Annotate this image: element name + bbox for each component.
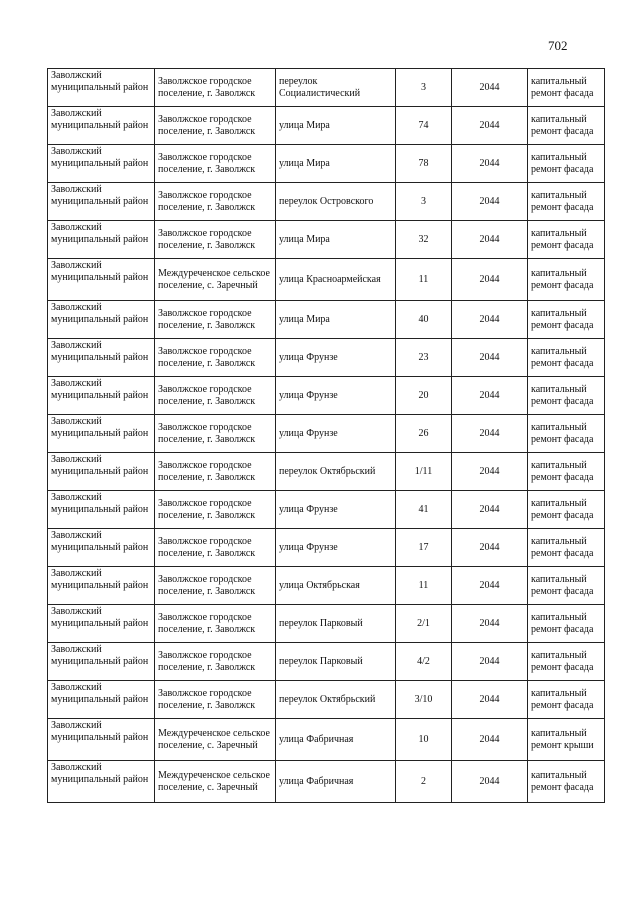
year-cell: 2044 (452, 453, 528, 491)
table-row (48, 681, 605, 719)
district-cell: Заволжский муниципальный район (48, 491, 155, 529)
year-cell: 2044 (452, 415, 528, 453)
table-row (48, 491, 605, 529)
house-number-cell: 11 (396, 259, 452, 301)
settlement-cell: Заволжское городское поселение, г. Заволжск (155, 529, 276, 567)
work-type-cell: капитальный ремонт фасада (528, 221, 605, 259)
settlement-cell: Междуреченское сельское поселение, с. Заречный (155, 259, 276, 301)
street-cell: улица Фабричная (276, 719, 396, 761)
house-number-cell: 26 (396, 415, 452, 453)
settlement-cell: Заволжское городское поселение, г. Заволжск (155, 491, 276, 529)
year-cell: 2044 (452, 183, 528, 221)
work-type-cell: капитальный ремонт фасада (528, 69, 605, 107)
table-body (48, 69, 605, 803)
house-number-cell: 41 (396, 491, 452, 529)
district-cell: Заволжский муниципальный район (48, 107, 155, 145)
work-type-cell: капитальный ремонт фасада (528, 529, 605, 567)
work-type-cell: капитальный ремонт фасада (528, 377, 605, 415)
table-row (48, 377, 605, 415)
street-cell: улица Фабричная (276, 761, 396, 803)
work-type-cell: капитальный ремонт фасада (528, 491, 605, 529)
house-number-cell: 2/1 (396, 605, 452, 643)
settlement-cell: Междуреченское сельское поселение, с. Заречный (155, 761, 276, 803)
year-cell: 2044 (452, 491, 528, 529)
street-cell: улица Мира (276, 145, 396, 183)
work-type-cell: капитальный ремонт фасада (528, 643, 605, 681)
street-cell: улица Фрунзе (276, 415, 396, 453)
work-type-cell: капитальный ремонт фасада (528, 761, 605, 803)
house-number-cell: 3 (396, 69, 452, 107)
street-cell: улица Мира (276, 107, 396, 145)
street-cell: переулок Октябрьский (276, 681, 396, 719)
table-row (48, 567, 605, 605)
year-cell: 2044 (452, 259, 528, 301)
work-type-cell: капитальный ремонт фасада (528, 259, 605, 301)
house-number-cell: 20 (396, 377, 452, 415)
repair-schedule-table (47, 68, 605, 803)
district-cell: Заволжский муниципальный район (48, 761, 155, 803)
settlement-cell: Заволжское городское поселение, г. Заволжск (155, 183, 276, 221)
street-cell: улица Фрунзе (276, 339, 396, 377)
table-row (48, 643, 605, 681)
year-cell: 2044 (452, 567, 528, 605)
house-number-cell: 3/10 (396, 681, 452, 719)
street-cell: переулок Островского (276, 183, 396, 221)
street-cell: улица Фрунзе (276, 529, 396, 567)
year-cell: 2044 (452, 605, 528, 643)
house-number-cell: 1/11 (396, 453, 452, 491)
street-cell: улица Фрунзе (276, 377, 396, 415)
district-cell: Заволжский муниципальный район (48, 221, 155, 259)
house-number-cell: 2 (396, 761, 452, 803)
settlement-cell: Междуреченское сельское поселение, с. Заречный (155, 719, 276, 761)
street-cell: переулок Октябрьский (276, 453, 396, 491)
work-type-cell: капитальный ремонт фасада (528, 605, 605, 643)
table-row (48, 145, 605, 183)
table-row (48, 415, 605, 453)
year-cell: 2044 (452, 221, 528, 259)
table-row (48, 69, 605, 107)
settlement-cell: Заволжское городское поселение, г. Заволжск (155, 567, 276, 605)
house-number-cell: 10 (396, 719, 452, 761)
year-cell: 2044 (452, 69, 528, 107)
table-row (48, 605, 605, 643)
district-cell: Заволжский муниципальный район (48, 643, 155, 681)
work-type-cell: капитальный ремонт фасада (528, 107, 605, 145)
settlement-cell: Заволжское городское поселение, г. Заволжск (155, 301, 276, 339)
year-cell: 2044 (452, 145, 528, 183)
work-type-cell: капитальный ремонт крыши (528, 719, 605, 761)
district-cell: Заволжский муниципальный район (48, 719, 155, 761)
page-number: 702 (548, 38, 568, 53)
street-cell: улица Мира (276, 301, 396, 339)
work-type-cell: капитальный ремонт фасада (528, 301, 605, 339)
house-number-cell: 11 (396, 567, 452, 605)
work-type-cell: капитальный ремонт фасада (528, 145, 605, 183)
street-cell: улица Октябрьская (276, 567, 396, 605)
settlement-cell: Заволжское городское поселение, г. Заволжск (155, 145, 276, 183)
house-number-cell: 32 (396, 221, 452, 259)
year-cell: 2044 (452, 529, 528, 567)
year-cell: 2044 (452, 719, 528, 761)
street-cell: переулок Социалистический (276, 69, 396, 107)
street-cell: переулок Парковый (276, 605, 396, 643)
table-row (48, 259, 605, 301)
district-cell: Заволжский муниципальный район (48, 69, 155, 107)
work-type-cell: капитальный ремонт фасада (528, 183, 605, 221)
work-type-cell: капитальный ремонт фасада (528, 453, 605, 491)
work-type-cell: капитальный ремонт фасада (528, 567, 605, 605)
house-number-cell: 3 (396, 183, 452, 221)
district-cell: Заволжский муниципальный район (48, 529, 155, 567)
settlement-cell: Заволжское городское поселение, г. Заволжск (155, 453, 276, 491)
street-cell: улица Мира (276, 221, 396, 259)
house-number-cell: 74 (396, 107, 452, 145)
district-cell: Заволжский муниципальный район (48, 567, 155, 605)
year-cell: 2044 (452, 761, 528, 803)
work-type-cell: капитальный ремонт фасада (528, 415, 605, 453)
house-number-cell: 23 (396, 339, 452, 377)
table-row (48, 183, 605, 221)
settlement-cell: Заволжское городское поселение, г. Заволжск (155, 221, 276, 259)
table-row (48, 107, 605, 145)
district-cell: Заволжский муниципальный район (48, 339, 155, 377)
street-cell: улица Фрунзе (276, 491, 396, 529)
settlement-cell: Заволжское городское поселение, г. Заволжск (155, 69, 276, 107)
house-number-cell: 78 (396, 145, 452, 183)
year-cell: 2044 (452, 377, 528, 415)
year-cell: 2044 (452, 681, 528, 719)
house-number-cell: 17 (396, 529, 452, 567)
year-cell: 2044 (452, 643, 528, 681)
house-number-cell: 4/2 (396, 643, 452, 681)
street-cell: переулок Парковый (276, 643, 396, 681)
district-cell: Заволжский муниципальный район (48, 145, 155, 183)
district-cell: Заволжский муниципальный район (48, 415, 155, 453)
district-cell: Заволжский муниципальный район (48, 453, 155, 491)
settlement-cell: Заволжское городское поселение, г. Заволжск (155, 377, 276, 415)
district-cell: Заволжский муниципальный район (48, 377, 155, 415)
district-cell: Заволжский муниципальный район (48, 183, 155, 221)
year-cell: 2044 (452, 107, 528, 145)
settlement-cell: Заволжское городское поселение, г. Заволжск (155, 681, 276, 719)
table-row (48, 221, 605, 259)
settlement-cell: Заволжское городское поселение, г. Заволжск (155, 643, 276, 681)
work-type-cell: капитальный ремонт фасада (528, 339, 605, 377)
table-row (48, 761, 605, 803)
table-row (48, 453, 605, 491)
house-number-cell: 40 (396, 301, 452, 339)
year-cell: 2044 (452, 301, 528, 339)
table-row (48, 301, 605, 339)
year-cell: 2044 (452, 339, 528, 377)
table-row (48, 529, 605, 567)
table-row (48, 339, 605, 377)
street-cell: улица Красноармейская (276, 259, 396, 301)
settlement-cell: Заволжское городское поселение, г. Заволжск (155, 107, 276, 145)
work-type-cell: капитальный ремонт фасада (528, 681, 605, 719)
district-cell: Заволжский муниципальный район (48, 259, 155, 301)
district-cell: Заволжский муниципальный район (48, 605, 155, 643)
settlement-cell: Заволжское городское поселение, г. Заволжск (155, 415, 276, 453)
district-cell: Заволжский муниципальный район (48, 681, 155, 719)
settlement-cell: Заволжское городское поселение, г. Заволжск (155, 339, 276, 377)
settlement-cell: Заволжское городское поселение, г. Заволжск (155, 605, 276, 643)
table-row (48, 719, 605, 761)
district-cell: Заволжский муниципальный район (48, 301, 155, 339)
